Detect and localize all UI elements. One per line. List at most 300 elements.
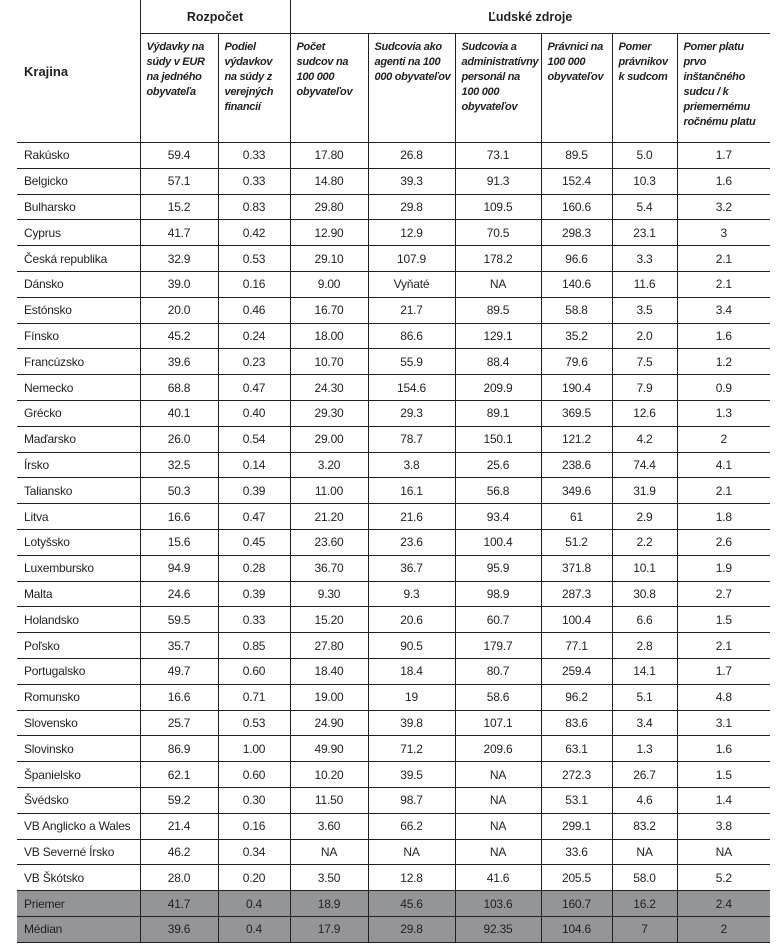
value-cell: 20.0 <box>140 297 218 323</box>
column-header: Sudcovia ako agenti na 100 000 obyvateľov <box>368 34 455 143</box>
value-cell: 2.1 <box>677 633 770 659</box>
value-cell: 6.6 <box>612 607 677 633</box>
value-cell: 35.2 <box>541 323 612 349</box>
value-cell: 5.1 <box>612 684 677 710</box>
value-cell: 150.1 <box>455 426 541 452</box>
value-cell: 58.0 <box>612 865 677 891</box>
value-cell: 7 <box>612 916 677 942</box>
value-cell: 103.6 <box>455 891 541 917</box>
value-cell: 12.90 <box>290 220 368 246</box>
country-name: Poľsko <box>17 633 140 659</box>
value-cell: NA <box>455 813 541 839</box>
country-name: VB Anglicko a Wales <box>17 813 140 839</box>
table-row <box>17 529 770 555</box>
value-cell: 1.7 <box>677 143 770 169</box>
value-cell: 15.2 <box>140 194 218 220</box>
country-name: Španielsko <box>17 762 140 788</box>
value-cell: 29.10 <box>290 246 368 272</box>
value-cell: 45.2 <box>140 323 218 349</box>
value-cell: 5.0 <box>612 143 677 169</box>
value-cell: 349.6 <box>541 478 612 504</box>
value-cell: 18.40 <box>290 658 368 684</box>
value-cell: 179.7 <box>455 633 541 659</box>
value-cell: 89.5 <box>455 297 541 323</box>
country-name: Bulharsko <box>17 194 140 220</box>
value-cell: 16.6 <box>140 684 218 710</box>
value-cell: Vyňaté <box>368 271 455 297</box>
value-cell: NA <box>677 839 770 865</box>
value-cell: 53.1 <box>541 787 612 813</box>
value-cell: 2.8 <box>612 633 677 659</box>
country-name: Francúzsko <box>17 349 140 375</box>
value-cell: 15.20 <box>290 607 368 633</box>
value-cell: 1.3 <box>677 400 770 426</box>
value-cell: 62.1 <box>140 762 218 788</box>
value-cell: 0.24 <box>218 323 290 349</box>
value-cell: 78.7 <box>368 426 455 452</box>
column-header: Pomer právnikov k sudcom <box>612 34 677 143</box>
value-cell: 73.1 <box>455 143 541 169</box>
value-cell: 0.33 <box>218 143 290 169</box>
value-cell: 50.3 <box>140 478 218 504</box>
value-cell: 2 <box>677 916 770 942</box>
summary-row <box>17 891 770 917</box>
value-cell: 41.6 <box>455 865 541 891</box>
country-name: Taliansko <box>17 478 140 504</box>
value-cell: 29.80 <box>290 194 368 220</box>
value-cell: 98.9 <box>455 581 541 607</box>
value-cell: 23.60 <box>290 529 368 555</box>
value-cell: 152.4 <box>541 168 612 194</box>
value-cell: 59.2 <box>140 787 218 813</box>
table-row <box>17 168 770 194</box>
value-cell: 9.30 <box>290 581 368 607</box>
value-cell: 10.3 <box>612 168 677 194</box>
table-row <box>17 297 770 323</box>
value-cell: 41.7 <box>140 220 218 246</box>
value-cell: 16.6 <box>140 504 218 530</box>
value-cell: 39.0 <box>140 271 218 297</box>
value-cell: 27.80 <box>290 633 368 659</box>
value-cell: 160.7 <box>541 891 612 917</box>
value-cell: 209.6 <box>455 736 541 762</box>
value-cell: 21.6 <box>368 504 455 530</box>
value-cell: 17.9 <box>290 916 368 942</box>
value-cell: 1.4 <box>677 787 770 813</box>
column-header: Sudcovia a administratívny personál na 100 000 obyvateľov <box>455 34 541 143</box>
value-cell: 272.3 <box>541 762 612 788</box>
value-cell: 96.6 <box>541 246 612 272</box>
value-cell: 12.6 <box>612 400 677 426</box>
value-cell: 3.4 <box>677 297 770 323</box>
country-name: Portugalsko <box>17 658 140 684</box>
value-cell: 154.6 <box>368 375 455 401</box>
value-cell: 49.90 <box>290 736 368 762</box>
table-row <box>17 813 770 839</box>
value-cell: 15.6 <box>140 529 218 555</box>
value-cell: 12.9 <box>368 220 455 246</box>
value-cell: 3.3 <box>612 246 677 272</box>
value-cell: 92.35 <box>455 916 541 942</box>
value-cell: NA <box>612 839 677 865</box>
table-row <box>17 375 770 401</box>
value-cell: 16.1 <box>368 478 455 504</box>
value-cell: 5.4 <box>612 194 677 220</box>
value-cell: 190.4 <box>541 375 612 401</box>
value-cell: 4.1 <box>677 452 770 478</box>
value-cell: 1.8 <box>677 504 770 530</box>
value-cell: 26.8 <box>368 143 455 169</box>
column-header: Podiel výdavkov na súdy z verejných financií <box>218 34 290 143</box>
table-row <box>17 684 770 710</box>
value-cell: 9.00 <box>290 271 368 297</box>
value-cell: 36.7 <box>368 555 455 581</box>
value-cell: 5.2 <box>677 865 770 891</box>
header-group-human-resources: Ľudské zdroje <box>290 0 770 34</box>
country-name: Rakúsko <box>17 143 140 169</box>
value-cell: 0.60 <box>218 658 290 684</box>
value-cell: 2.6 <box>677 529 770 555</box>
value-cell: 0.60 <box>218 762 290 788</box>
value-cell: 32.5 <box>140 452 218 478</box>
value-cell: 1.6 <box>677 168 770 194</box>
value-cell: 29.8 <box>368 916 455 942</box>
value-cell: 36.70 <box>290 555 368 581</box>
value-cell: 11.00 <box>290 478 368 504</box>
value-cell: 16.2 <box>612 891 677 917</box>
value-cell: 21.4 <box>140 813 218 839</box>
value-cell: 0.23 <box>218 349 290 375</box>
value-cell: 14.1 <box>612 658 677 684</box>
value-cell: 77.1 <box>541 633 612 659</box>
country-name: Litva <box>17 504 140 530</box>
value-cell: 45.6 <box>368 891 455 917</box>
value-cell: 29.8 <box>368 194 455 220</box>
value-cell: 0.40 <box>218 400 290 426</box>
value-cell: NA <box>455 787 541 813</box>
value-cell: 3.20 <box>290 452 368 478</box>
value-cell: 57.1 <box>140 168 218 194</box>
value-cell: 89.1 <box>455 400 541 426</box>
value-cell: 1.5 <box>677 607 770 633</box>
value-cell: 140.6 <box>541 271 612 297</box>
value-cell: 95.9 <box>455 555 541 581</box>
value-cell: 259.4 <box>541 658 612 684</box>
judicial-statistics-table <box>17 0 770 943</box>
table-row <box>17 478 770 504</box>
value-cell: 55.9 <box>368 349 455 375</box>
value-cell: 39.3 <box>368 168 455 194</box>
value-cell: 0.4 <box>218 916 290 942</box>
value-cell: 2.7 <box>677 581 770 607</box>
value-cell: 3.50 <box>290 865 368 891</box>
value-cell: 3.1 <box>677 710 770 736</box>
value-cell: 0.20 <box>218 865 290 891</box>
value-cell: 25.7 <box>140 710 218 736</box>
table-row <box>17 762 770 788</box>
value-cell: 3.8 <box>368 452 455 478</box>
value-cell: 238.6 <box>541 452 612 478</box>
value-cell: 2.0 <box>612 323 677 349</box>
value-cell: 298.3 <box>541 220 612 246</box>
value-cell: 11.6 <box>612 271 677 297</box>
value-cell: NA <box>455 271 541 297</box>
value-cell: 0.9 <box>677 375 770 401</box>
value-cell: 24.30 <box>290 375 368 401</box>
value-cell: 0.4 <box>218 891 290 917</box>
table-row <box>17 710 770 736</box>
value-cell: 369.5 <box>541 400 612 426</box>
value-cell: 0.42 <box>218 220 290 246</box>
value-cell: 83.6 <box>541 710 612 736</box>
column-header: Právnici na 100 000 obyvateľov <box>541 34 612 143</box>
value-cell: 1.5 <box>677 762 770 788</box>
table-row <box>17 143 770 169</box>
value-cell: 0.14 <box>218 452 290 478</box>
country-name: Švédsko <box>17 787 140 813</box>
value-cell: 29.3 <box>368 400 455 426</box>
value-cell: 23.6 <box>368 529 455 555</box>
value-cell: 3.4 <box>612 710 677 736</box>
country-name: Česká republika <box>17 246 140 272</box>
value-cell: 0.33 <box>218 168 290 194</box>
value-cell: 0.83 <box>218 194 290 220</box>
value-cell: 1.6 <box>677 323 770 349</box>
value-cell: 93.4 <box>455 504 541 530</box>
value-cell: 39.6 <box>140 916 218 942</box>
value-cell: 89.5 <box>541 143 612 169</box>
value-cell: 10.20 <box>290 762 368 788</box>
value-cell: 61 <box>541 504 612 530</box>
value-cell: 0.30 <box>218 787 290 813</box>
table-row <box>17 865 770 891</box>
value-cell: 2 <box>677 426 770 452</box>
value-cell: 0.45 <box>218 529 290 555</box>
value-cell: NA <box>368 839 455 865</box>
value-cell: 25.6 <box>455 452 541 478</box>
value-cell: 41.7 <box>140 891 218 917</box>
table-row <box>17 555 770 581</box>
value-cell: 29.30 <box>290 400 368 426</box>
value-cell: 0.28 <box>218 555 290 581</box>
value-cell: 14.80 <box>290 168 368 194</box>
value-cell: 26.0 <box>140 426 218 452</box>
table-row <box>17 736 770 762</box>
table-row <box>17 271 770 297</box>
value-cell: 63.1 <box>541 736 612 762</box>
table-row <box>17 504 770 530</box>
value-cell: 0.39 <box>218 478 290 504</box>
value-cell: 178.2 <box>455 246 541 272</box>
column-header: Výdavky na súdy v EUR na jedného obyvateľa <box>140 34 218 143</box>
column-header: Pomer platu prvo inštančného sudcu / k priemernému ročnému platu <box>677 34 770 143</box>
table-row <box>17 452 770 478</box>
value-cell: 12.8 <box>368 865 455 891</box>
country-name: Estónsko <box>17 297 140 323</box>
value-cell: 59.5 <box>140 607 218 633</box>
table-row <box>17 839 770 865</box>
value-cell: 4.8 <box>677 684 770 710</box>
country-name: VB Severné Írsko <box>17 839 140 865</box>
value-cell: 86.9 <box>140 736 218 762</box>
value-cell: 2.4 <box>677 891 770 917</box>
table-row <box>17 581 770 607</box>
country-name: VB Škótsko <box>17 865 140 891</box>
table-row <box>17 607 770 633</box>
value-cell: 98.7 <box>368 787 455 813</box>
table-row <box>17 246 770 272</box>
value-cell: 0.34 <box>218 839 290 865</box>
country-name: Holandsko <box>17 607 140 633</box>
value-cell: 209.9 <box>455 375 541 401</box>
value-cell: 35.7 <box>140 633 218 659</box>
value-cell: 287.3 <box>541 581 612 607</box>
value-cell: 0.47 <box>218 504 290 530</box>
table-row <box>17 220 770 246</box>
value-cell: 24.90 <box>290 710 368 736</box>
value-cell: NA <box>455 839 541 865</box>
value-cell: 49.7 <box>140 658 218 684</box>
value-cell: 107.1 <box>455 710 541 736</box>
value-cell: 58.8 <box>541 297 612 323</box>
country-name: Belgicko <box>17 168 140 194</box>
value-cell: 100.4 <box>541 607 612 633</box>
summary-row <box>17 916 770 942</box>
value-cell: 4.6 <box>612 787 677 813</box>
value-cell: 18.9 <box>290 891 368 917</box>
value-cell: 17.80 <box>290 143 368 169</box>
table-row <box>17 349 770 375</box>
value-cell: 68.8 <box>140 375 218 401</box>
value-cell: 23.1 <box>612 220 677 246</box>
value-cell: 88.4 <box>455 349 541 375</box>
country-name: Maďarsko <box>17 426 140 452</box>
value-cell: 0.85 <box>218 633 290 659</box>
table-row <box>17 400 770 426</box>
value-cell: 0.47 <box>218 375 290 401</box>
summary-label: Médian <box>17 916 140 942</box>
value-cell: NA <box>290 839 368 865</box>
value-cell: 28.0 <box>140 865 218 891</box>
summary-label: Priemer <box>17 891 140 917</box>
value-cell: 0.54 <box>218 426 290 452</box>
value-cell: 100.4 <box>455 529 541 555</box>
value-cell: 86.6 <box>368 323 455 349</box>
value-cell: 2.1 <box>677 271 770 297</box>
value-cell: 160.6 <box>541 194 612 220</box>
value-cell: 2.2 <box>612 529 677 555</box>
value-cell: 80.7 <box>455 658 541 684</box>
value-cell: 7.5 <box>612 349 677 375</box>
value-cell: 32.9 <box>140 246 218 272</box>
country-name: Cyprus <box>17 220 140 246</box>
value-cell: 31.9 <box>612 478 677 504</box>
value-cell: 1.6 <box>677 736 770 762</box>
value-cell: 18.4 <box>368 658 455 684</box>
value-cell: 18.00 <box>290 323 368 349</box>
value-cell: 71.2 <box>368 736 455 762</box>
value-cell: 83.2 <box>612 813 677 839</box>
value-cell: 299.1 <box>541 813 612 839</box>
country-name: Dánsko <box>17 271 140 297</box>
value-cell: 21.7 <box>368 297 455 323</box>
value-cell: 96.2 <box>541 684 612 710</box>
value-cell: 1.2 <box>677 349 770 375</box>
value-cell: 60.7 <box>455 607 541 633</box>
value-cell: 3.8 <box>677 813 770 839</box>
value-cell: 371.8 <box>541 555 612 581</box>
value-cell: 2.1 <box>677 246 770 272</box>
table-row <box>17 323 770 349</box>
value-cell: 16.70 <box>290 297 368 323</box>
value-cell: 1.7 <box>677 658 770 684</box>
value-cell: 66.2 <box>368 813 455 839</box>
value-cell: 2.1 <box>677 478 770 504</box>
value-cell: 59.4 <box>140 143 218 169</box>
country-name: Írsko <box>17 452 140 478</box>
country-name: Grécko <box>17 400 140 426</box>
value-cell: 129.1 <box>455 323 541 349</box>
value-cell: 40.1 <box>140 400 218 426</box>
value-cell: 0.46 <box>218 297 290 323</box>
value-cell: 24.6 <box>140 581 218 607</box>
value-cell: 58.6 <box>455 684 541 710</box>
value-cell: 26.7 <box>612 762 677 788</box>
value-cell: 1.9 <box>677 555 770 581</box>
value-cell: 30.8 <box>612 581 677 607</box>
value-cell: 51.2 <box>541 529 612 555</box>
table-row <box>17 194 770 220</box>
value-cell: 0.16 <box>218 271 290 297</box>
value-cell: 3.5 <box>612 297 677 323</box>
value-cell: 29.00 <box>290 426 368 452</box>
value-cell: 2.9 <box>612 504 677 530</box>
value-cell: 94.9 <box>140 555 218 581</box>
value-cell: 3.2 <box>677 194 770 220</box>
value-cell: 107.9 <box>368 246 455 272</box>
value-cell: 3 <box>677 220 770 246</box>
value-cell: 39.5 <box>368 762 455 788</box>
value-cell: 19.00 <box>290 684 368 710</box>
value-cell: 1.00 <box>218 736 290 762</box>
value-cell: 20.6 <box>368 607 455 633</box>
country-name: Malta <box>17 581 140 607</box>
country-name: Slovinsko <box>17 736 140 762</box>
country-name: Fínsko <box>17 323 140 349</box>
value-cell: 70.5 <box>455 220 541 246</box>
value-cell: 11.50 <box>290 787 368 813</box>
value-cell: 39.6 <box>140 349 218 375</box>
column-header: Počet sudcov na 100 000 obyvateľov <box>290 34 368 143</box>
header-country: Krajina <box>17 0 140 143</box>
country-name: Lotyšsko <box>17 529 140 555</box>
value-cell: 109.5 <box>455 194 541 220</box>
value-cell: 39.8 <box>368 710 455 736</box>
value-cell: 0.53 <box>218 246 290 272</box>
value-cell: 33.6 <box>541 839 612 865</box>
value-cell: 46.2 <box>140 839 218 865</box>
value-cell: 21.20 <box>290 504 368 530</box>
value-cell: NA <box>455 762 541 788</box>
value-cell: 79.6 <box>541 349 612 375</box>
value-cell: 104.6 <box>541 916 612 942</box>
value-cell: 205.5 <box>541 865 612 891</box>
value-cell: 121.2 <box>541 426 612 452</box>
table-row <box>17 426 770 452</box>
header-group-budget: Rozpočet <box>140 0 290 34</box>
value-cell: 3.60 <box>290 813 368 839</box>
value-cell: 90.5 <box>368 633 455 659</box>
